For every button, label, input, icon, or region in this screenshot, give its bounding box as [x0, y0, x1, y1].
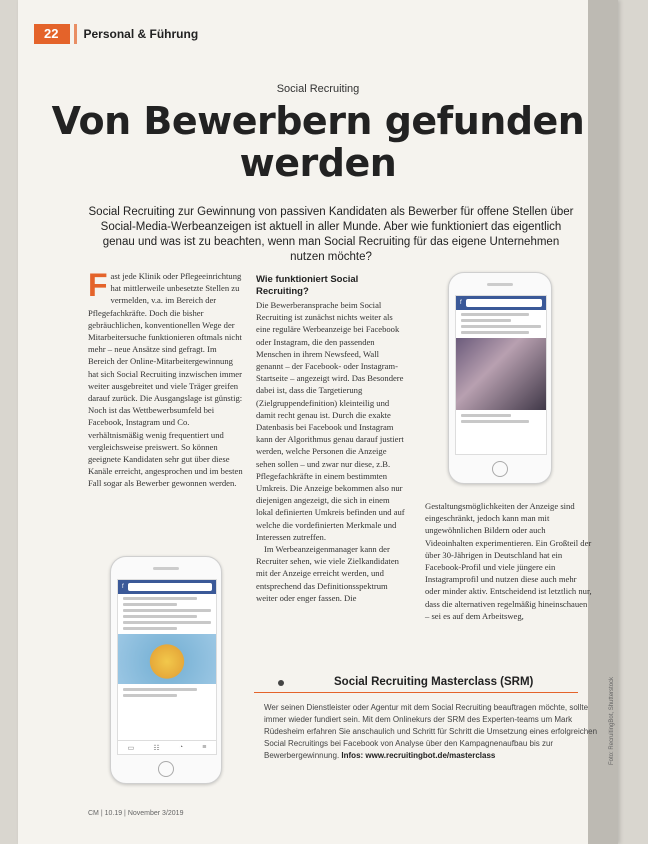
facebook-icon: f — [122, 584, 124, 590]
app-tab-bar — [118, 740, 216, 754]
phone-screen — [117, 579, 217, 755]
article-headline — [18, 100, 618, 184]
post-line — [123, 615, 197, 618]
facebook-icon: f — [460, 300, 462, 306]
column-2-text: Die Bewerberansprache beim Social Recruiting ist zunächst nichts weiter als eine reguläre Werbeanzeige bei Facebook oder Instagram, die den passenden Menschen in ihrem Newsfeed, Wall genannt – der Facebook- oder Instagram-Startseite – angezeigt wird. Das Besondere dabei ist, dass die Targetierung (Zielgruppendefinition) kleinteilig und damit recht genau ist. Durch die exakte Datenbasis bei Facebook und Instagram kann der Algorithmus genau darauf justiert werden, welche Personen die Anzeige sehen sollen – und zwar nur diese, z.B. Pflegefachkräfte in einem bestimmten Umkreis. Die Anzeige bekommen also nur diejenigen angezeigt, die sich in einem lokal definierten Umkreis befinden und auf welche die vordefinierten Merkmale und Interessen zutreffen. — [256, 300, 405, 542]
post-line — [461, 331, 529, 334]
subheading: Wie funktioniert Social Recruiting? — [256, 274, 359, 297]
phone-speaker — [487, 283, 513, 286]
phone-mockup-bottom — [110, 556, 222, 784]
home-button-icon — [492, 461, 508, 477]
info-box-text — [264, 702, 598, 762]
headline-text: Von Bewerbern gefunden werden — [51, 99, 585, 185]
ad-photo — [118, 634, 216, 684]
drop-cap: F — [88, 267, 108, 303]
post-line — [123, 597, 197, 600]
post-line — [461, 325, 541, 328]
info-box-header — [254, 674, 598, 694]
column-3-text: Gestaltungsmöglichkeiten der Anzeige sind eingeschränkt, jedoch kann man mit ungewöhnlichen Bildern oder auch Videoinhalten experimentieren. Ein Großteil der über 30-Jährigen in Deutschland hat ein Facebook-Profil und viele jüngere ein Instagramprofil und nutzen diese auch mehr oder minder aktiv. Entscheidend ist letztlich nur, dass die alternativen regelmäßig hineinschauen – sei es auf dem Arbeitsweg, — [425, 501, 592, 621]
info-box-body: Wer seinen Dienstleister oder Agentur mit dem Social Recruiting beauftragen möchte, sollte immer wieder fundiert sein. Mit dem Onlinekurs der SRM des Experten-teams um Mark Rüdesheim erfahren Sie anschaulich und Schritt für Schritt die Umsetzung eines erfolgreichen Social Recruitings bei Facebook von Analyse über den Kampagnenaufbau bis zur Bewerbergewinnung. — [264, 703, 598, 760]
header-divider — [74, 24, 77, 44]
info-box-rule — [254, 692, 578, 693]
post-line — [123, 627, 177, 630]
page-header — [34, 24, 198, 44]
notifications-icon: ◔ — [178, 744, 184, 751]
magazine-page — [18, 0, 618, 844]
article-lead: Social Recruiting zur Gewinnung von passiven Kandidaten als Bewerber für offene Stellen über Social-Media-Werbeanzeigen ist aktuell in aller Munde. Aber wie funktioniert das eigentlich genau und was ist zu beachten, wenn man Social Recruiting für das eigene Unternehmen nutzen möchte? — [88, 206, 574, 263]
search-box — [128, 583, 212, 591]
post-line — [123, 694, 177, 697]
article-kicker: Social Recruiting — [276, 83, 360, 95]
column-3 — [425, 500, 593, 622]
home-button-icon — [158, 761, 174, 777]
post-line — [461, 420, 529, 423]
search-box — [466, 299, 542, 307]
column-2 — [256, 274, 408, 604]
info-box — [254, 674, 598, 762]
info-box-title: Social Recruiting Masterclass (SRM) — [334, 676, 534, 688]
column-1 — [88, 267, 244, 490]
phone-screen — [455, 295, 547, 455]
facebook-bar — [456, 296, 546, 310]
ad-photo — [456, 338, 546, 410]
post-line — [123, 688, 197, 691]
column-1-text: ast jede Klinik oder Pflegeeinrichtung hat mittlerweile unbesetzte Stellen zu vermelden, v.a. im Bereich der Pflegefachkräfte. Doch die bisher gebräuchlichen, konventionellen Wege der Mitarbeitersuche funktionieren oftmals nicht mehr – neue Ansätze sind gefragt. Im Bereich der Online-Mitarbeitergewinnung hat sich Social Recruiting inzwischen immer weiter ausgebreitet und viele Träger greifen darauf zurück. Die Ausgangslage ist günstig: Noch ist das Wettbewerbsumfeld bei Facebook, Instagram und Co. verhältnismäßig wenig frequentiert und vergleichsweise preiswert. So können geeignete Kandidaten sehr gut über diese Kanäle erreicht, angesprochen und im besten Fall sogar als Bewerber gewonnen werden. — [88, 271, 243, 489]
section-title: Personal & Führung — [83, 27, 199, 41]
facebook-bar — [118, 580, 216, 594]
menu-icon: ≡ — [202, 744, 207, 751]
post-line — [123, 609, 211, 612]
post-line — [123, 621, 211, 624]
post-line — [123, 603, 177, 606]
friends-icon: ☷ — [153, 744, 160, 752]
post-line — [461, 313, 529, 316]
home-icon: ▭ — [127, 744, 135, 752]
phone-mockup-top — [448, 272, 552, 484]
phone-speaker — [153, 567, 179, 570]
page-number: 22 — [34, 24, 70, 44]
info-link[interactable]: Infos: www.recruitingbot.de/masterclass — [341, 751, 496, 760]
photo-credit: Foto: RecruitingBot, Shutterstock — [609, 676, 615, 765]
column-2-text-b: Im Werbeanzeigenmanager kann der Recruiter sehen, wie viele Zielkandidaten mit der Anzeige erreicht werden, und entsprechend das Definitionsspektrum weiter oder enger fassen. Die — [256, 544, 399, 603]
post-line — [461, 319, 511, 322]
bullet-icon — [278, 680, 284, 686]
page-footer: CM | 10.19 | November 3/2019 — [88, 810, 184, 817]
post-line — [461, 414, 511, 417]
